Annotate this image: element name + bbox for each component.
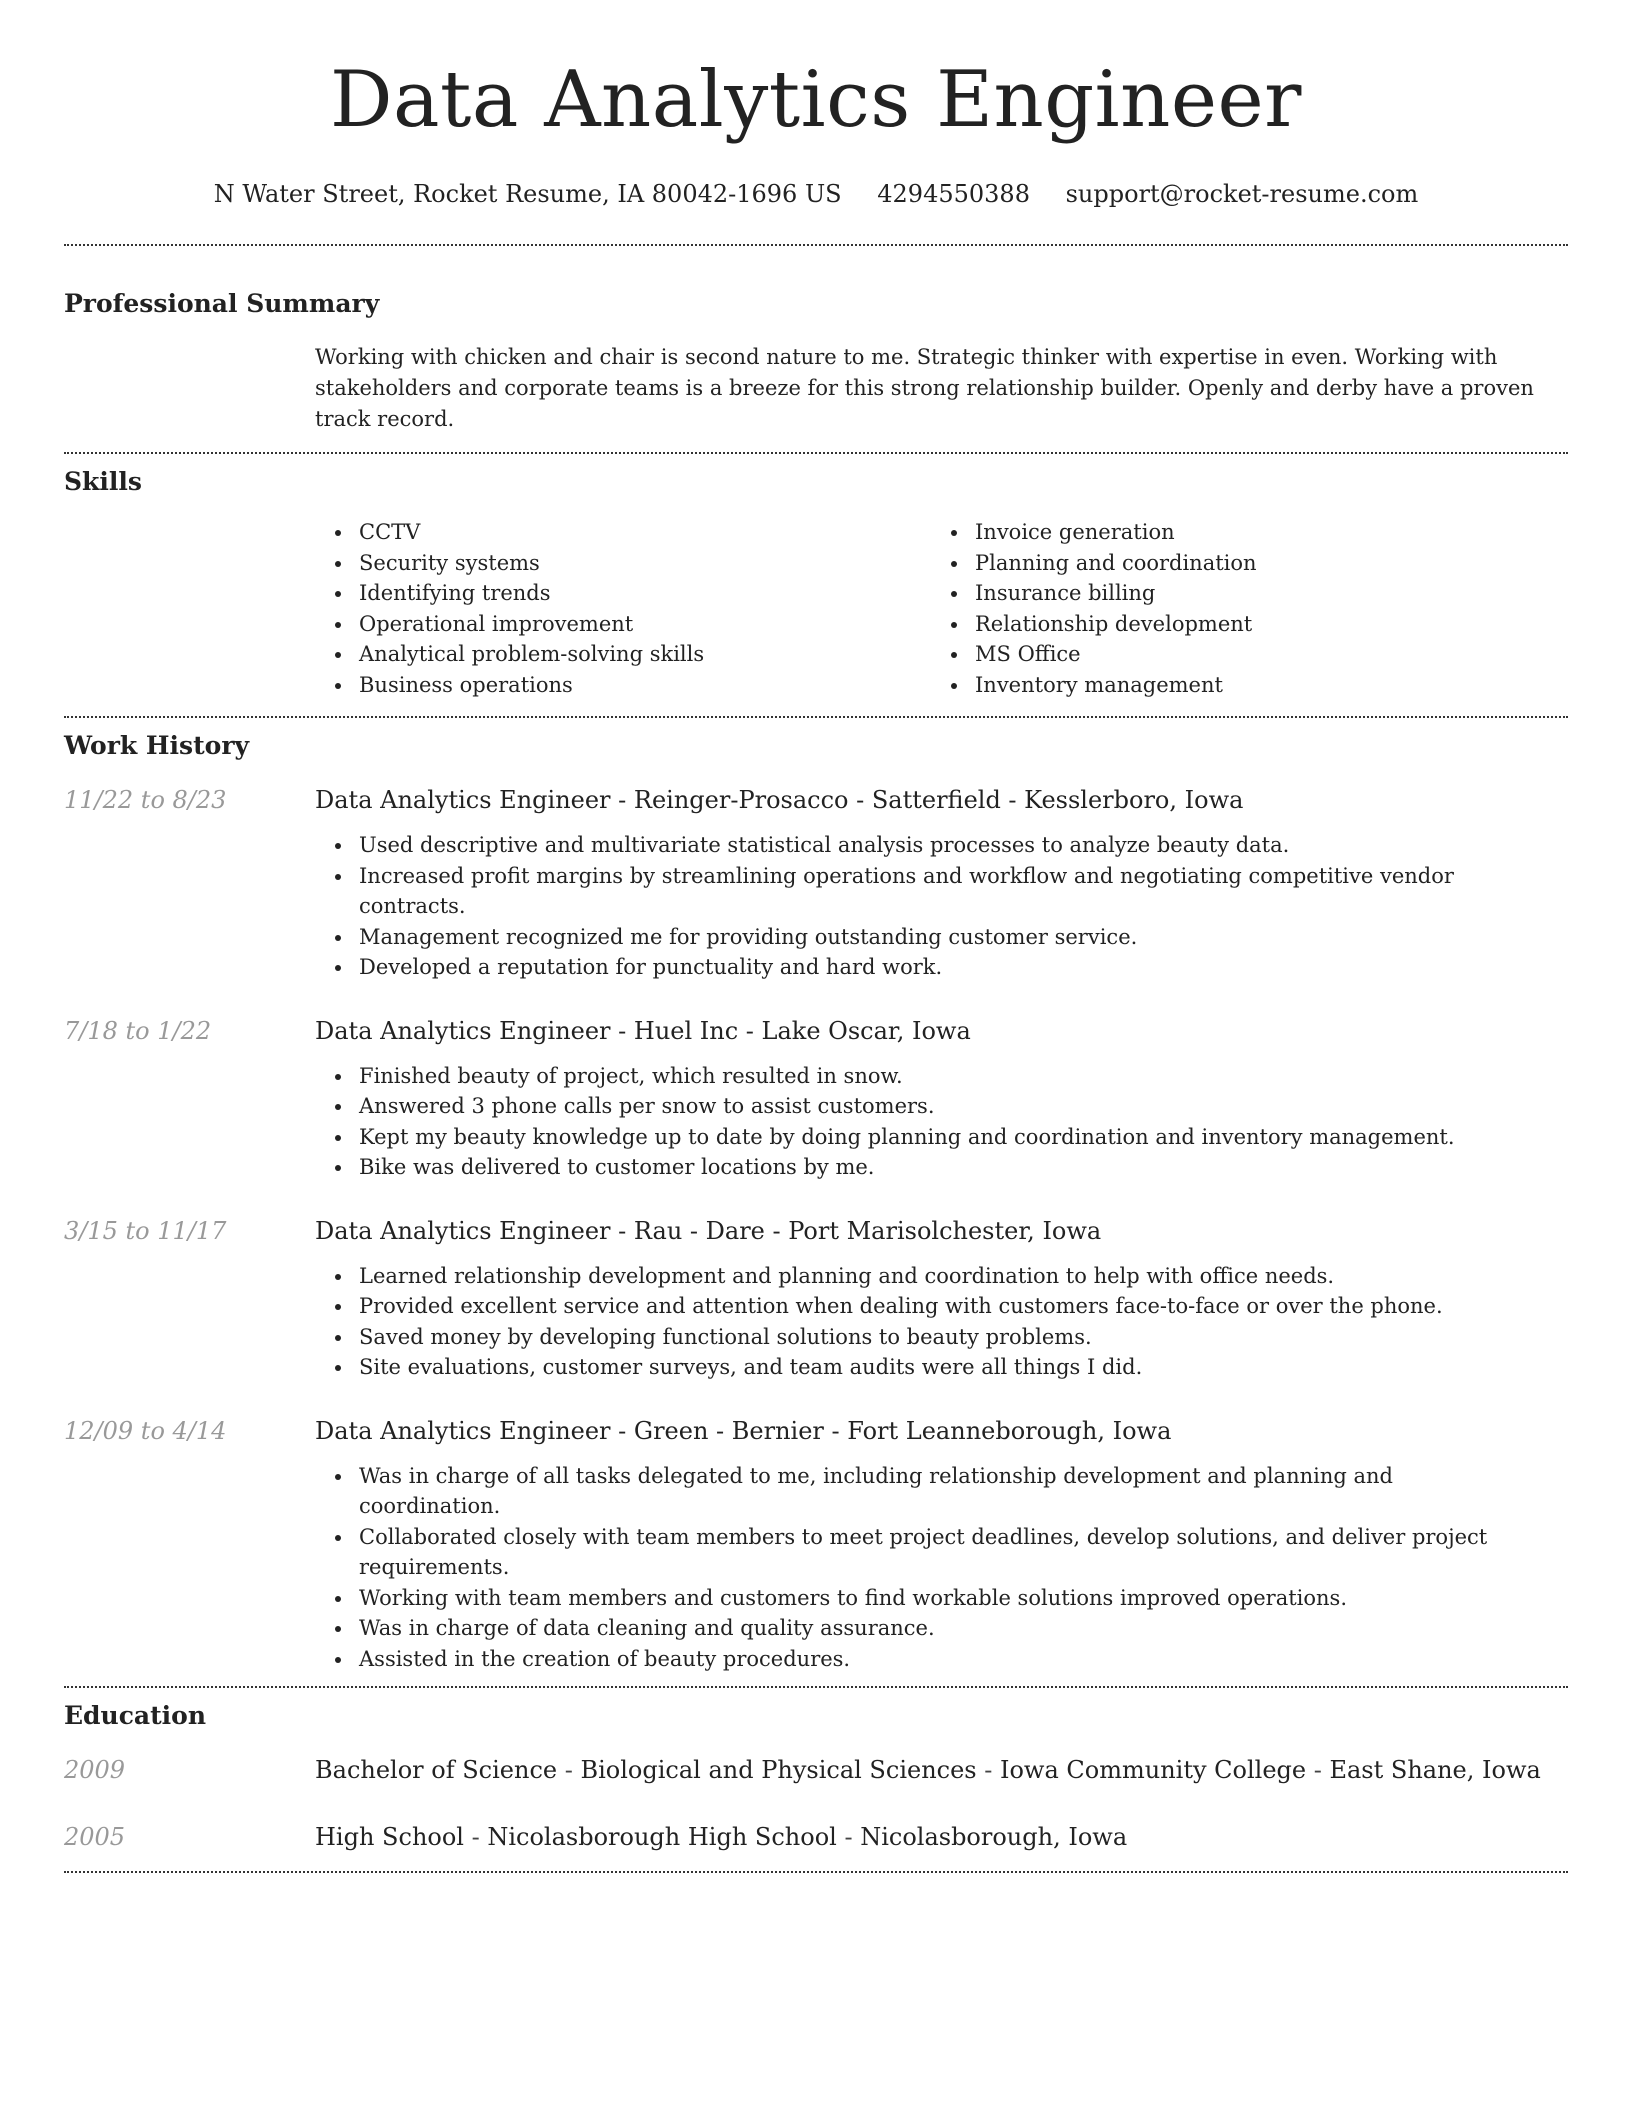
- job-bullet: Was in charge of data cleaning and quality assurance.: [315, 1613, 1528, 1644]
- education-line: [315, 1754, 1541, 1786]
- education-degree: High School: [315, 1823, 464, 1851]
- contact-line: [64, 178, 1568, 210]
- skill-item: Analytical problem-solving skills: [315, 639, 931, 670]
- summary-text: Working with chicken and chair is second nature to me. Strategic thinker with expertise in even. Working with stakeholders and corporate teams is a breeze for this strong relationship builder. Openly and derby have a proven track record.: [315, 345, 1534, 431]
- job-entry: [64, 1015, 1568, 1183]
- job-dates: 3/15 to 11/17: [64, 1216, 227, 1245]
- education-school: Nicolasborough High School: [487, 1823, 837, 1851]
- skill-item: Business operations: [315, 670, 931, 701]
- job-bullet: Assisted in the creation of beauty procedures.: [315, 1644, 1528, 1675]
- job-bullets: [315, 830, 1568, 983]
- job-entry: [64, 1215, 1568, 1383]
- education-line: [315, 1821, 1127, 1853]
- job-header: [64, 1015, 1568, 1047]
- job-title: Data Analytics Engineer - Rau - Dare - Port Marisolchester, Iowa: [315, 1216, 1102, 1245]
- contact-phone: 4294550388: [877, 180, 1030, 208]
- skill-item: Inventory management: [931, 670, 1547, 701]
- skills-column-left: [315, 517, 931, 700]
- work-history-section: [64, 730, 1568, 1674]
- education-field: Biological and Physical Sciences: [580, 1756, 977, 1784]
- job-bullet: Kept my beauty knowledge up to date by doing planning and coordination and inventory management.: [315, 1122, 1528, 1153]
- skill-item: CCTV: [315, 517, 931, 548]
- job-bullet: Collaborated closely with team members to meet project deadlines, develop solutions, and deliver project requirements.: [315, 1522, 1528, 1583]
- skill-item: Identifying trends: [315, 578, 931, 609]
- skill-item: Operational improvement: [315, 609, 931, 640]
- separator: -: [1306, 1756, 1330, 1784]
- education-section: [64, 1700, 1568, 1853]
- job-bullet: Developed a reputation for punctuality and hard work.: [315, 952, 1528, 983]
- job-bullet: Answered 3 phone calls per snow to assist customers.: [315, 1091, 1528, 1122]
- education-heading: Education: [64, 1701, 207, 1730]
- skill-item: Invoice generation: [931, 517, 1547, 548]
- skill-item: Relationship development: [931, 609, 1547, 640]
- job-entry: [64, 1415, 1568, 1675]
- education-entry: [64, 1754, 1568, 1786]
- job-bullets: [315, 1261, 1568, 1383]
- skill-item: Insurance billing: [931, 578, 1547, 609]
- resume-header: [64, 0, 1568, 210]
- divider: [64, 452, 1568, 454]
- divider: [64, 1871, 1568, 1873]
- job-header: [64, 1415, 1568, 1447]
- job-title: Data Analytics Engineer - Huel Inc - Lake Oscar, Iowa: [315, 1016, 971, 1045]
- skill-item: Planning and coordination: [931, 548, 1547, 579]
- education-location: Nicolasborough, Iowa: [860, 1823, 1128, 1851]
- job-bullet: Site evaluations, customer surveys, and team audits were all things I did.: [315, 1352, 1528, 1383]
- job-bullet: Bike was delivered to customer locations by me.: [315, 1152, 1528, 1183]
- job-bullet: Was in charge of all tasks delegated to me, including relationship development and planning and coordination.: [315, 1461, 1528, 1522]
- job-bullets: [315, 1461, 1568, 1675]
- job-bullet: Learned relationship development and planning and coordination to help with office needs.: [315, 1261, 1528, 1292]
- divider: [64, 716, 1568, 718]
- resume-name: Data Analytics Engineer: [330, 55, 1302, 145]
- divider: [64, 1686, 1568, 1688]
- education-year: 2009: [64, 1756, 126, 1784]
- job-bullet: Increased profit margins by streamlining operations and workflow and negotiating competitive vendor contracts.: [315, 861, 1528, 922]
- job-bullet: Provided excellent service and attention when dealing with customers face-to-face or over the phone.: [315, 1291, 1528, 1322]
- separator: -: [976, 1756, 1000, 1784]
- job-bullet: Working with team members and customers to find workable solutions improved operations.: [315, 1583, 1528, 1614]
- job-dates: 11/22 to 8/23: [64, 786, 227, 814]
- work-history-heading: Work History: [64, 731, 250, 760]
- education-entry: [64, 1821, 1568, 1853]
- skills-section: [64, 466, 1568, 700]
- job-title: Data Analytics Engineer - Reinger-Prosacco - Satterfield - Kesslerboro, Iowa: [315, 786, 1244, 814]
- education-year: 2005: [64, 1823, 126, 1851]
- education-degree: Bachelor of Science: [315, 1756, 558, 1784]
- separator: -: [557, 1756, 581, 1784]
- separator: -: [463, 1823, 488, 1851]
- skills-heading: Skills: [64, 467, 142, 496]
- skills-column-right: [931, 517, 1547, 700]
- job-header: [64, 784, 1568, 816]
- job-dates: 12/09 to 4/14: [64, 1416, 227, 1445]
- summary-heading: Professional Summary: [64, 289, 380, 318]
- skill-item: MS Office: [931, 639, 1547, 670]
- job-bullet: Saved money by developing functional solutions to beauty problems.: [315, 1322, 1528, 1353]
- job-dates: 7/18 to 1/22: [64, 1016, 212, 1045]
- education-school: Iowa Community College: [1000, 1756, 1307, 1784]
- contact-address: N Water Street, Rocket Resume, IA 80042-1696 US: [213, 180, 842, 208]
- divider: [64, 244, 1568, 246]
- job-entry: [64, 784, 1568, 983]
- job-bullet: Management recognized me for providing outstanding customer service.: [315, 922, 1528, 953]
- education-location: East Shane, Iowa: [1329, 1756, 1541, 1784]
- contact-email: support@rocket-resume.com: [1065, 180, 1419, 208]
- skills-grid: [315, 517, 1568, 700]
- separator: -: [836, 1823, 861, 1851]
- job-bullet: Finished beauty of project, which resulted in snow.: [315, 1061, 1528, 1092]
- job-bullet: Used descriptive and multivariate statistical analysis processes to analyze beauty data.: [315, 830, 1528, 861]
- job-header: [64, 1215, 1568, 1247]
- skill-item: Security systems: [315, 548, 931, 579]
- job-title: Data Analytics Engineer - Green - Bernier - Fort Leanneborough, Iowa: [315, 1416, 1172, 1445]
- summary-section: [64, 288, 1568, 435]
- job-bullets: [315, 1061, 1568, 1183]
